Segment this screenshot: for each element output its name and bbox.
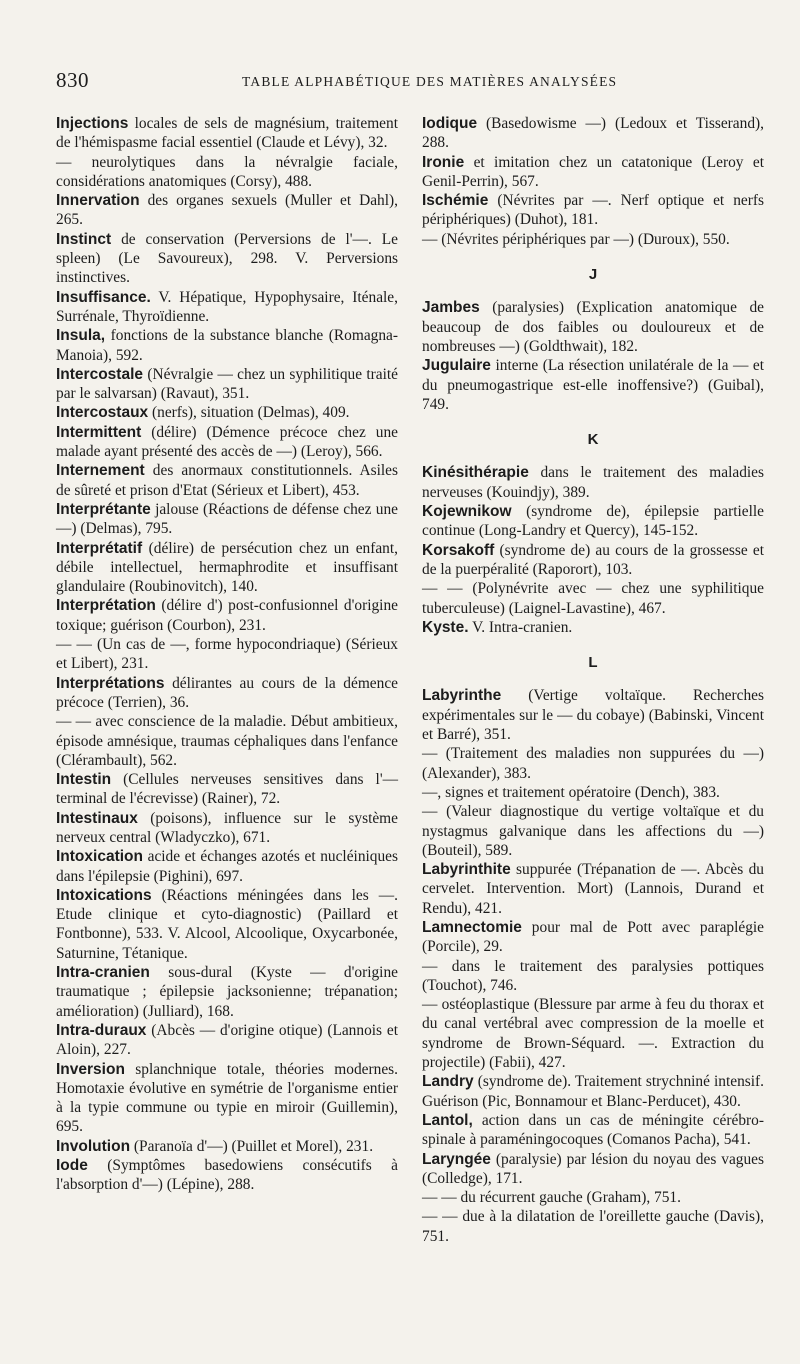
- index-entry: [422, 995, 764, 1072]
- entry-text: action dans un cas de méningite cérébro-spinale à paraméningocoques (Comanos Pacha), 541.: [422, 1111, 764, 1149]
- index-entry: [422, 1150, 764, 1189]
- entry-text: V. Intra-cranien.: [472, 618, 573, 636]
- entry-text: interne (La résection unilatérale de la — et du pneumogastrique est-elle inoffensive?) (Guibal), 749.: [422, 357, 764, 413]
- page-number: 830: [56, 68, 89, 92]
- entry-headword: Ischémie: [422, 192, 489, 210]
- entry-text: — — (Polynévrite avec — chez une syphilitique tuberculeuse) (Laignel-Lavastine), 467.: [422, 580, 764, 617]
- entry-headword: Injections: [56, 115, 129, 132]
- entry-headword: Interprétante: [56, 500, 151, 518]
- index-entry: [422, 356, 764, 414]
- entry-headword: Intestin: [56, 771, 112, 789]
- entry-headword: Intestinaux: [56, 809, 138, 827]
- entry-text: — ostéoplastique (Blessure par arme à feu du thorax et du canal vertébral avec compression de la moelle et syndrome de Brown-Séquard. —. Extraction du projectile) (Fabii), 427.: [422, 996, 764, 1072]
- entry-text: — — du récurrent gauche (Graham), 751.: [422, 1189, 681, 1207]
- index-entry: [56, 847, 398, 886]
- entry-headword: Intra-cranien: [56, 964, 150, 982]
- index-entry: [422, 298, 764, 356]
- index-entry: [56, 114, 398, 153]
- entry-text: délirantes au cours de la démence précoce (Terrien), 36.: [56, 674, 398, 711]
- entry-text: (Paranoïa d'—) (Puillet et Morel), 231.: [133, 1137, 374, 1155]
- entry-text: (Cellules nerveuses sensitives dans l'— terminal de l'écrevisse) (Rainer), 72.: [56, 771, 398, 808]
- entry-headword: Lantol,: [422, 1111, 473, 1129]
- entry-text: splanchnique totale, théories modernes. Homotaxie évolutive en symétrie de l'organisme entier à la typie commune ou typie en miroir (Guillemin), 695.: [56, 1060, 398, 1136]
- index-entry: [422, 191, 764, 230]
- index-entry: [422, 114, 764, 153]
- entry-text: (syndrome de) au cours de la grossesse et de la puerpéralité (Raporort), 103.: [422, 541, 764, 578]
- index-entry: [56, 403, 398, 422]
- right-column: [422, 114, 764, 1246]
- index-entry: [422, 744, 764, 783]
- index-entry: [422, 686, 764, 744]
- entry-headword: Inversion: [56, 1060, 125, 1078]
- entry-text: — (Névrites périphériques par —) (Duroux), 550.: [422, 230, 730, 248]
- index-entry: [422, 802, 764, 860]
- entry-text: et imitation chez un catatonique (Leroy et Genil-Perrin), 567.: [422, 153, 764, 190]
- entry-headword: Iode: [56, 1157, 88, 1175]
- index-entry: [56, 191, 398, 230]
- entry-headword: Instinct: [56, 230, 112, 248]
- entry-text: (Réactions méningées dans les —. Etude clinique et cyto-diagnostic) (Paillard et Fontbonne), 533. V. Alcool, Alcoolique, Oxycarbonée, Saturnine, Tétanique.: [56, 886, 398, 962]
- entry-text: (nerfs), situation (Delmas), 409.: [152, 404, 350, 422]
- entry-headword: Iodique: [422, 115, 478, 132]
- entry-text: —, signes et traitement opératoire (Dench), 383.: [422, 783, 720, 801]
- index-entry: [422, 1188, 764, 1207]
- index-entry: [56, 1137, 398, 1156]
- entry-headword: Labyrinthe: [422, 687, 502, 705]
- index-entry: [56, 1060, 398, 1137]
- running-title: TABLE ALPHABÉTIQUE DES MATIÈRES ANALYSÉES: [242, 74, 618, 89]
- index-entry: [56, 674, 398, 713]
- entry-text: (syndrome de), épilepsie partielle continue (Long-Landry et Quercy), 145-152.: [422, 503, 764, 540]
- entry-headword: Laryngée: [422, 1150, 491, 1168]
- entry-text: des organes sexuels (Muller et Dahl), 265.: [56, 192, 398, 229]
- entry-headword: Intercostaux: [56, 404, 149, 422]
- entry-text: (délire) (Démence précoce chez une malade ayant présenté des accès de —) (Leroy), 566.: [56, 423, 398, 461]
- index-entry: [56, 596, 398, 635]
- entry-headword: Jugulaire: [422, 357, 491, 375]
- entry-headword: Intercostale: [56, 365, 144, 383]
- entry-headword: Intermittent: [56, 423, 142, 441]
- entry-headword: Kyste.: [422, 618, 469, 636]
- entry-headword: Interprétatif: [56, 539, 143, 557]
- page-header: [52, 68, 772, 94]
- index-entry: [422, 502, 764, 541]
- index-entry: [422, 957, 764, 996]
- entry-text: (Névralgie — chez un syphilitique traité par le salvarsan) (Ravaut), 351.: [56, 365, 398, 403]
- entry-text: dans le traitement des maladies nerveuses (Kouindjy), 389.: [422, 464, 764, 501]
- index-entry: [56, 500, 398, 539]
- entry-text: — — avec conscience de la maladie. Début ambitieux, épisode amnésique, traumas céphaliques dans l'enfance (Clérambault), 562.: [56, 713, 398, 769]
- index-entry: [56, 1156, 398, 1195]
- entry-text: jalouse (Réactions de défense chez une —) (Delmas), 795.: [56, 500, 398, 538]
- entry-headword: Intoxications: [56, 886, 152, 904]
- entry-headword: Korsakoff: [422, 541, 495, 559]
- entry-text: (Symptômes basedowiens consécutifs à l'absorption d'—) (Lépine), 288.: [56, 1157, 398, 1194]
- index-entry: [56, 770, 398, 809]
- index-entry: [422, 1072, 764, 1111]
- entry-text: (Basedowisme —) (Ledoux et Tisserand), 288.: [422, 115, 764, 152]
- entry-headword: Kojewnikow: [422, 503, 512, 521]
- entry-headword: Interprétations: [56, 674, 165, 692]
- index-entry: [56, 1021, 398, 1060]
- entry-headword: Kinésithérapie: [422, 464, 529, 482]
- entry-text: acide et échanges azotés et nucléiniques dans l'épilepsie (Pighini), 697.: [56, 848, 398, 885]
- entry-headword: Internement: [56, 462, 145, 480]
- index-entry: [56, 886, 398, 963]
- entry-text: — (Valeur diagnostique du vertige voltaïque et du nystagmus galvanique dans les affections du —) (Bouteil), 589.: [422, 803, 764, 859]
- entry-text: (paralysie) par lésion du noyau des vagues (Colledge), 171.: [422, 1150, 764, 1187]
- entry-headword: Landry: [422, 1073, 474, 1091]
- index-entry: [56, 365, 398, 404]
- entry-text: — (Traitement des maladies non suppurées du —) (Alexander), 383.: [422, 745, 764, 782]
- index-entry: [422, 579, 764, 618]
- entry-text: (Vertige voltaïque. Recherches expérimentales sur le — du cobaye) (Babinski, Vincent et Barré), 351.: [422, 687, 764, 744]
- entry-text: locales de sels de magnésium, traitement de l'hémispasme facial essentiel (Claude et Lévy), 32.: [56, 115, 398, 152]
- index-entry: [56, 230, 398, 288]
- entry-text: (Névrites par —. Nerf optique et nerfs périphériques) (Duhot), 181.: [422, 192, 764, 229]
- entry-text: de conservation (Perversions de l'—. Le spleen) (Le Savoureux), 298. V. Perversions instinctives.: [56, 230, 398, 287]
- index-entry: [56, 712, 398, 770]
- entry-headword: Jambes: [422, 299, 480, 317]
- index-entry: [422, 541, 764, 580]
- entry-text: (délire d') post-confusionnel d'origine toxique; guérison (Courbon), 231.: [56, 597, 398, 634]
- entry-headword: Ironie: [422, 153, 465, 171]
- entry-text: — — (Un cas de —, forme hypocondriaque) (Sérieux et Libert), 231.: [56, 636, 398, 673]
- index-entry: [56, 288, 398, 327]
- index-entry: [422, 463, 764, 502]
- index-entry: [56, 461, 398, 500]
- entry-headword: Interprétation: [56, 597, 156, 615]
- entry-text: (Abcès — d'origine otique) (Lannois et Aloin), 227.: [56, 1021, 398, 1059]
- index-entry: [56, 326, 398, 365]
- index-entry: [56, 153, 398, 192]
- entry-text: — dans le traitement des paralysies pottiques (Touchot), 746.: [422, 957, 764, 994]
- entry-text: (délire) de persécution chez un enfant, débile intellectuel, hermaphrodite et insuffisant glandulaire (Roubinovitch), 140.: [56, 539, 398, 596]
- index-entry: [422, 860, 764, 918]
- entry-text: pour mal de Pott avec paraplégie (Porcile), 29.: [422, 918, 764, 956]
- entry-headword: Lamnectomie: [422, 918, 522, 936]
- entry-text: (syndrome de). Traitement strychniné intensif. Guérison (Pic, Bonnamour et Blanc-Perducet), 430.: [422, 1073, 765, 1110]
- index-entry: [422, 618, 764, 637]
- index-entry: [56, 423, 398, 462]
- section-letter: J: [588, 266, 598, 284]
- entry-headword: Intoxication: [56, 848, 143, 866]
- entry-headword: Labyrinthite: [422, 861, 511, 879]
- entry-headword: Insuffisance.: [56, 288, 151, 306]
- index-entry: [422, 783, 764, 802]
- entry-text: sous-dural (Kyste — d'origine traumatique ; épilepsie jacksonienne; trépanation; amélioration) (Julliard), 168.: [56, 964, 398, 1020]
- index-entry: [422, 1111, 764, 1150]
- section-letter: L: [588, 654, 598, 672]
- left-column: [56, 114, 398, 1195]
- entry-headword: Innervation: [56, 192, 140, 210]
- index-entry: [422, 1207, 764, 1246]
- index-entry: [56, 635, 398, 674]
- entry-text: suppurée (Trépanation de —. Abcès du cervelet. Intervention. Mort) (Lannois, Durand et Rendu), 421.: [422, 861, 764, 917]
- section-letter: K: [587, 431, 599, 449]
- entry-text: fonctions de la substance blanche (Romagna-Manoia), 592.: [56, 327, 398, 364]
- entry-text: (poisons), influence sur le système nerveux central (Wladyczko), 671.: [56, 809, 398, 846]
- index-entry: [56, 539, 398, 597]
- entry-text: des anormaux constitutionnels. Asiles de sûreté et prison d'Etat (Sérieux et Libert), 453.: [56, 462, 398, 499]
- index-entry: [422, 918, 764, 957]
- entry-headword: Insula,: [56, 327, 106, 345]
- index-entry: [422, 230, 764, 249]
- index-entry: [56, 963, 398, 1021]
- index-entry: [56, 809, 398, 848]
- entry-headword: Involution: [56, 1137, 131, 1155]
- entry-headword: Intra-duraux: [56, 1021, 147, 1039]
- entry-text: — neurolytiques dans la névralgie faciale, considérations anatomiques (Corsy), 488.: [56, 153, 398, 190]
- index-entry: [422, 153, 764, 192]
- entry-text: V. Hépatique, Hypophysaire, Iténale, Surrénale, Thyroïdienne.: [56, 288, 398, 325]
- entry-text: — — due à la dilatation de l'oreillette gauche (Davis), 751.: [422, 1208, 764, 1245]
- entry-text: (paralysies) (Explication anatomique de beaucoup de dos faibles ou douloureux et de nombreuses —) (Goldthwait), 182.: [422, 299, 764, 355]
